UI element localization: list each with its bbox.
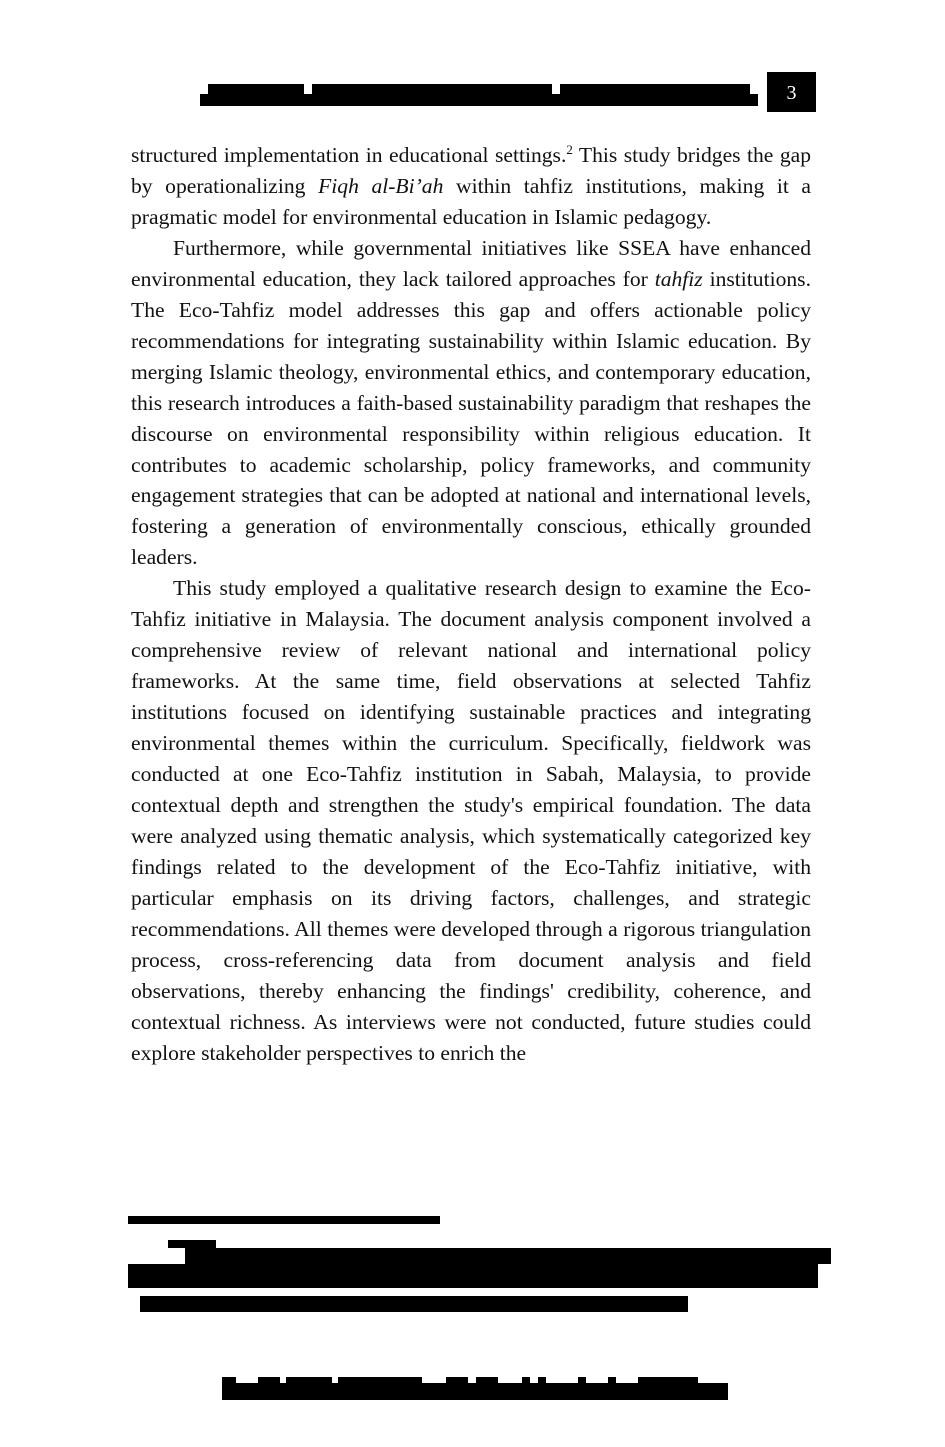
page-number: 3 <box>767 72 816 112</box>
paragraph-2 <box>131 233 811 573</box>
footnote-divider <box>128 1216 440 1224</box>
text-run: within tahfiz institutions, making it a pragmatic model for environmental education in Islamic pedagogy. <box>131 173 811 229</box>
body-text <box>131 140 811 1069</box>
italic-term: tahfiz <box>654 266 703 291</box>
italic-term: Fiqh al-Bi’ah <box>318 173 444 198</box>
redacted-footer <box>222 1377 728 1400</box>
text-run: Furthermore, while governmental initiatives like SSEA have enhanced environmental education, they lack tailored approaches for <box>131 235 811 291</box>
paragraph-1 <box>131 140 811 233</box>
footnote-ref[interactable]: 2 <box>566 142 573 157</box>
redacted-running-title <box>200 82 758 106</box>
text-run: structured implementation in educational settings. <box>131 143 567 167</box>
text-run: institutions. The Eco-Tahfiz model addresses this gap and offers actionable policy recommendations for integrating sustainability within Islamic education. By merging Islamic theology, environmental ethics, and contemporary education, this research introduces a faith-based sustainability paradigm that reshapes the discourse on environmental responsibility within religious education. It contributes to academic scholarship, policy frameworks, and community engagement strategies that can be adopted at national and international levels, fostering a generation of environmentally conscious, ethically grounded leaders. <box>131 266 811 570</box>
text-run: This study bridges the gap by operationalizing <box>131 143 811 198</box>
text-run: This study employed a qualitative research design to examine the Eco-Tahfiz initiative in Malaysia. The document analysis component involved a comprehensive review of relevant national and international policy frameworks. At the same time, field observations at selected Tahfiz institutions focused on identifying sustainable practices and integrating environmental themes within the curriculum. Specifically, fieldwork was conducted at one Eco-Tahfiz institution in Sabah, Malaysia, to provide contextual depth and strengthen the study's empirical foundation. The data were analyzed using thematic analysis, which systematically categorized key findings related to the development of the Eco-Tahfiz initiative, with particular emphasis on its driving factors, challenges, and strategic recommendations. All themes were developed through a rigorous triangulation process, cross-referencing data from document analysis and field observations, thereby enhancing the findings' credibility, coherence, and contextual richness. As interviews were not conducted, future studies could explore stakeholder perspectives to enrich the <box>131 576 811 1065</box>
paragraph-3 <box>131 573 811 1068</box>
running-header <box>200 72 816 112</box>
